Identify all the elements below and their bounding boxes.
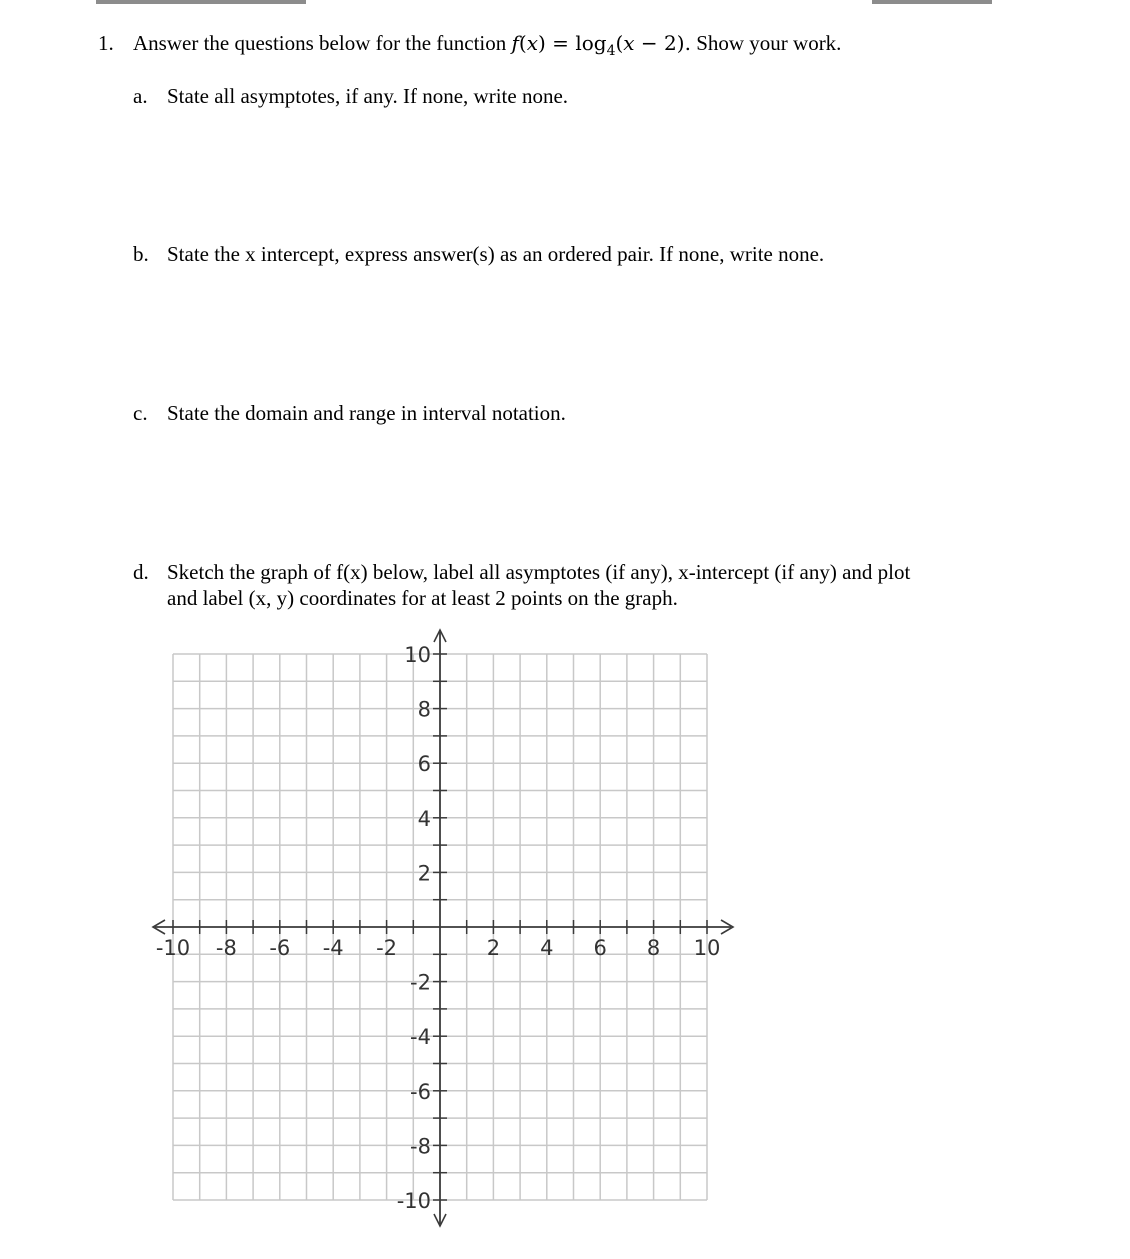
part-c-text: State the domain and range in interval notation. [167, 401, 566, 425]
header-rule-left [96, 0, 306, 4]
y-tick-label: 10 [404, 643, 431, 667]
question-text-after: Show your work. [696, 31, 842, 55]
x-tick-label: 6 [593, 936, 607, 960]
x-tick-label: -4 [322, 936, 344, 960]
x-tick-label: 8 [646, 936, 661, 960]
x-tick-label: -10 [155, 936, 191, 960]
header-rule-right [872, 0, 992, 4]
x-tick-label: -8 [215, 936, 237, 960]
y-tick-label: 2 [417, 861, 431, 886]
part-b-text: State the x intercept, express answer(s) as an ordered pair. If none, write none. [167, 242, 825, 266]
x-tick-label: 4 [540, 936, 554, 960]
x-tick-label: 10 [693, 936, 721, 960]
part-d-text-line1: Sketch the graph of f(x) below, label all asymptotes (if any), x-intercept (if any) and plot [167, 560, 911, 584]
part-d-letter: d. [133, 560, 149, 584]
y-tick-label: -2 [410, 970, 431, 995]
y-tick-label: -8 [410, 1134, 431, 1159]
y-tick-label: -6 [410, 1079, 431, 1104]
part-d-text-line2: and label (x, y) coordinates for at least 2 points on the graph. [167, 586, 678, 610]
x-tick-label: -2 [376, 936, 398, 960]
question-number: 1. [98, 31, 114, 55]
part-a-text: State all asymptotes, if any. If none, write none. [167, 84, 569, 108]
part-c-letter: c. [133, 401, 148, 425]
coordinate-grid[interactable] [140, 618, 750, 1238]
y-tick-label: 6 [417, 752, 431, 777]
x-tick-label: -6 [269, 936, 291, 960]
y-tick-label: 4 [417, 806, 431, 831]
part-b-letter: b. [133, 242, 149, 266]
y-tick-label: -4 [410, 1025, 431, 1050]
y-tick-label: -10 [396, 1189, 431, 1213]
function-expression: $f(x) = \log_4(x - 2)$. [511, 31, 691, 59]
part-a-letter: a. [133, 84, 148, 108]
question-text-before: Answer the questions below for the function [133, 31, 507, 55]
x-tick-label: 2 [486, 936, 501, 960]
y-tick-label: 8 [417, 697, 431, 722]
question-prompt [133, 30, 841, 64]
